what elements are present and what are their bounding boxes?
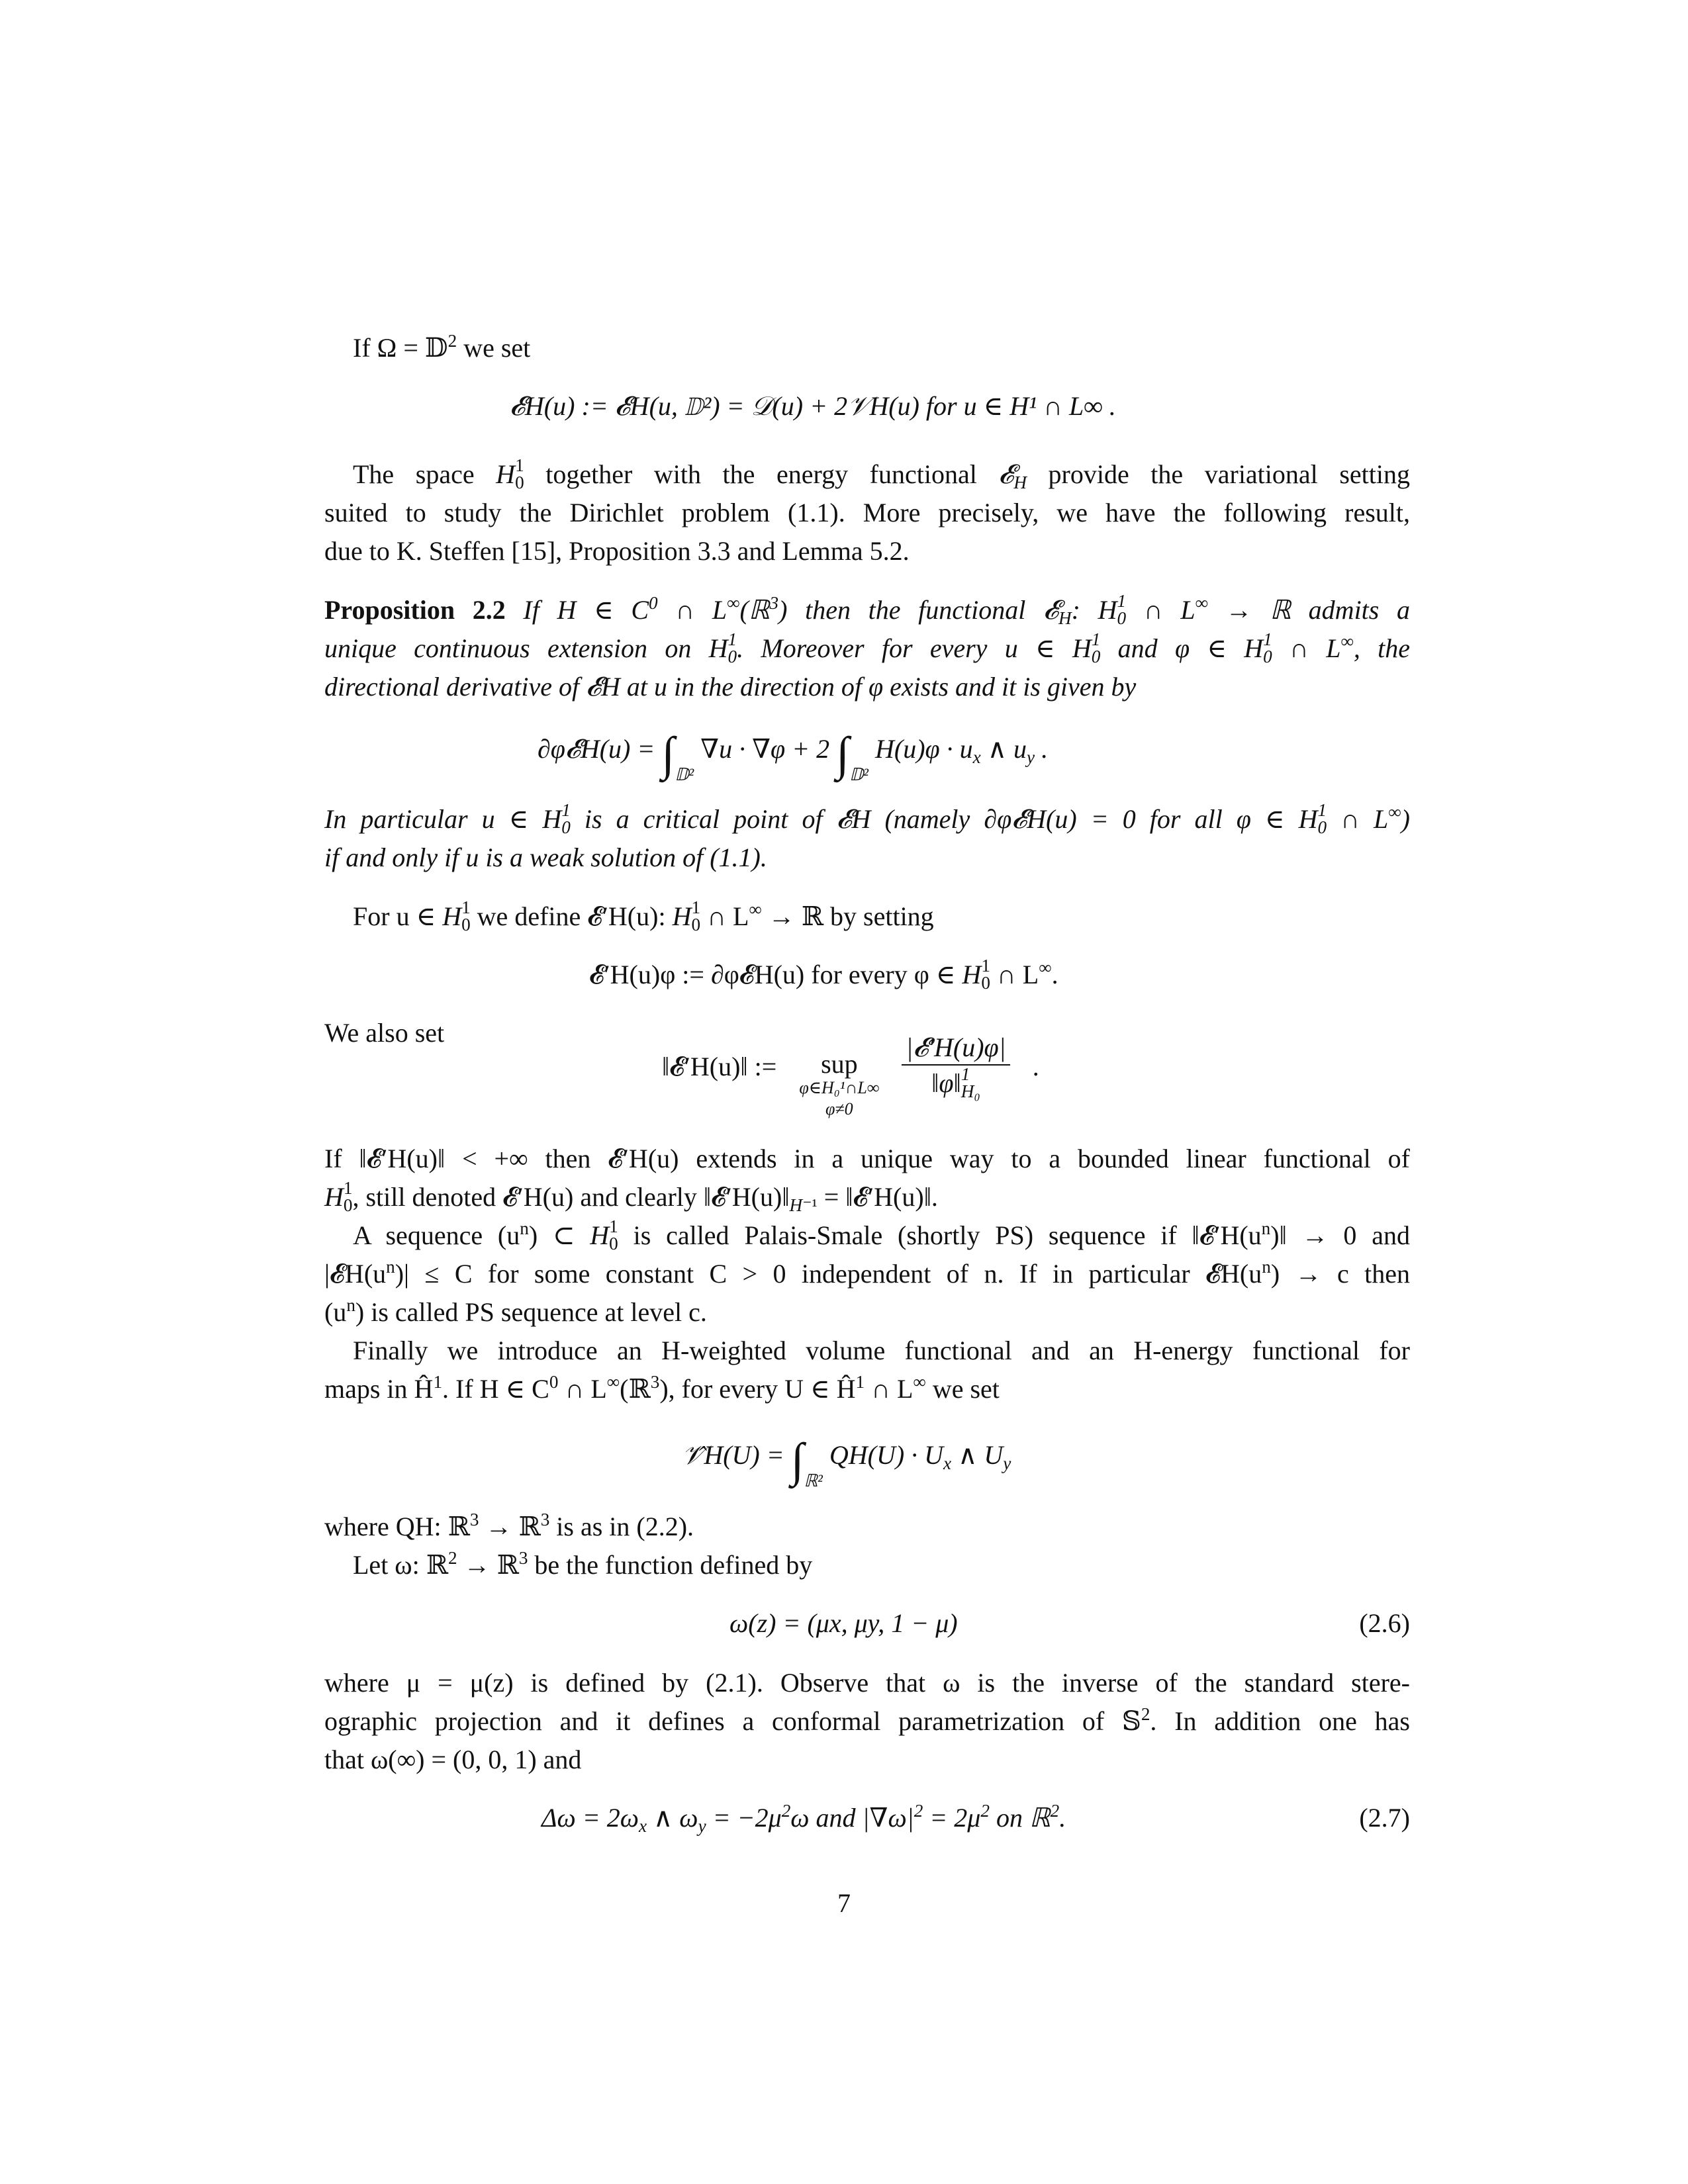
palais-smale-line3: $(u^n)$ is called PS sequence at level c.	[324, 1295, 707, 1327]
proposition-line5: if and only if u is a weak solution of (1.1).	[324, 842, 767, 872]
equation-derivative-def: 𝓔′H(u)φ := ∂φ𝓔H(u) for every φ ∈ H 1 0 ∩ L∞.	[589, 956, 1058, 993]
equation-directional-derivative: ∂φ𝓔H(u) = $\int_{𝔻^2}$ ∇u · ∇φ + 2 $\int_{𝔻^2}$ $H(u)\varphi \cdot u_x$ ∧ $u_y$ .	[538, 727, 1049, 784]
intro-line: If Ω = 𝔻$^2$ we set	[353, 331, 531, 363]
omega-definition-line: Let ω: ℝ$^2$ → ℝ$^3$ be the function defined by	[353, 1548, 813, 1580]
weighted-volume-line1: Finally we introduce an H-weighted volume functional and an H-energy functional for	[353, 1336, 1410, 1365]
norm-fraction: |𝓔′H(u)φ| ‖φ‖ 1 H₀	[902, 1032, 1009, 1101]
palais-smale-line1: A sequence $(u^n)$ ⊂ H 1 0 is called Palais-Smale (shortly PS) sequence if $‖𝓔'H(u^n)‖ \to 0$ and	[353, 1216, 1410, 1254]
proposition-label: Proposition 2.2	[324, 595, 506, 625]
equation-energy: 𝓔H(u) := 𝓔H(u, 𝔻²) = 𝒟(u) + 2𝒱H(u) for u ∈ H¹ ∩ L∞ .	[510, 391, 1116, 421]
equation-norm: ‖𝓔′H(u)‖ := sup φ∈H₀¹∩L∞ φ≠0 |𝓔′H(u)φ| ‖φ‖ 1 H₀ .	[662, 1032, 1039, 1118]
weighted-volume-line2: maps in $Ĥ^1$. If H ∈ $C^0$ ∩ L∞(ℝ$^3$), for every U ∈ $Ĥ^1$ ∩ L∞ we set	[324, 1372, 1000, 1404]
stereographic-line2: ographic projection and it defines a conformal parametrization of 𝕊$^2$. In addition one has	[324, 1704, 1410, 1736]
integral-sign: ∫	[790, 1433, 804, 1486]
supremum: sup φ∈H₀¹∩L∞ φ≠0	[799, 1049, 880, 1118]
palais-smale-line2: $|𝓔H(u^n)| \le C$ for some constant C > 0 independent of n. If in particular $𝓔H(u^n) \to c$ then	[324, 1257, 1410, 1289]
bounded-functional-line1: If ‖𝓔′H(u)‖ < +∞ then 𝓔′H(u) extends in a unique way to a bounded linear functional of	[324, 1144, 1410, 1173]
integral-sign: ∫	[661, 727, 675, 780]
qh-definition-line: where QH: ℝ$^3$ → ℝ$^3$ is as in (2.2).	[324, 1510, 694, 1541]
paragraph-variational-line2: suited to study the Dirichlet problem (1.1). More precisely, we have the following result,	[324, 498, 1410, 527]
paragraph-variational-line3: due to K. Steffen [15], Proposition 3.3 and Lemma 5.2.	[324, 536, 910, 566]
paragraph-variational-line1: The space H 1 0 together with the energy functional 𝓔$_H$ provide the variational setting	[353, 455, 1411, 493]
proposition-line2: unique continuous extension on H 1 0. Moreover for every u ∈ H 1 0 and φ ∈ H 1 0 ∩ L∞, the	[324, 629, 1410, 667]
definition-derivative-line: For u ∈ H 1 0 we define 𝓔′H(u): H 1 0 ∩ L∞ → ℝ by setting	[353, 897, 934, 935]
stereographic-line1: where μ = μ(z) is defined by (2.1). Observe that ω is the inverse of the standard stere-	[324, 1668, 1410, 1698]
bounded-functional-line2: H 1 0, still denoted 𝓔′H(u) and clearly $‖𝓔'H(u)‖_{H^{-1}}$ = ‖𝓔′H(u)‖.	[324, 1178, 938, 1216]
proposition-line1: Proposition 2.2 If H ∈ $C^0$ ∩ L∞(ℝ$^3$) then the functional 𝓔$_H$: H 1 0 ∩ L∞ → ℝ admits a	[324, 591, 1411, 629]
page-number: 7	[837, 1888, 851, 1918]
proposition-line4: In particular u ∈ H 1 0 is a critical point of 𝓔H (namely ∂φ𝓔H(u) = 0 for all φ ∈ H 1 0 ∩ L∞)	[324, 800, 1410, 838]
equation-number: (2.6)	[1359, 1608, 1410, 1638]
also-set-line: We also set	[324, 1018, 445, 1048]
integral-sign: ∫	[836, 727, 849, 780]
stereographic-line3: that ω(∞) = (0, 0, 1) and	[324, 1745, 582, 1774]
proposition-line3: directional derivative of 𝓔H at u in the direction of φ exists and it is given by	[324, 672, 1137, 702]
equation-number: (2.7)	[1359, 1803, 1410, 1833]
equation-weighted-volume: 𝒱̂H(U) = $\int_{ℝ^2}$ $QH(U) \cdot U_x$ ∧ $U_y$	[682, 1433, 1011, 1490]
